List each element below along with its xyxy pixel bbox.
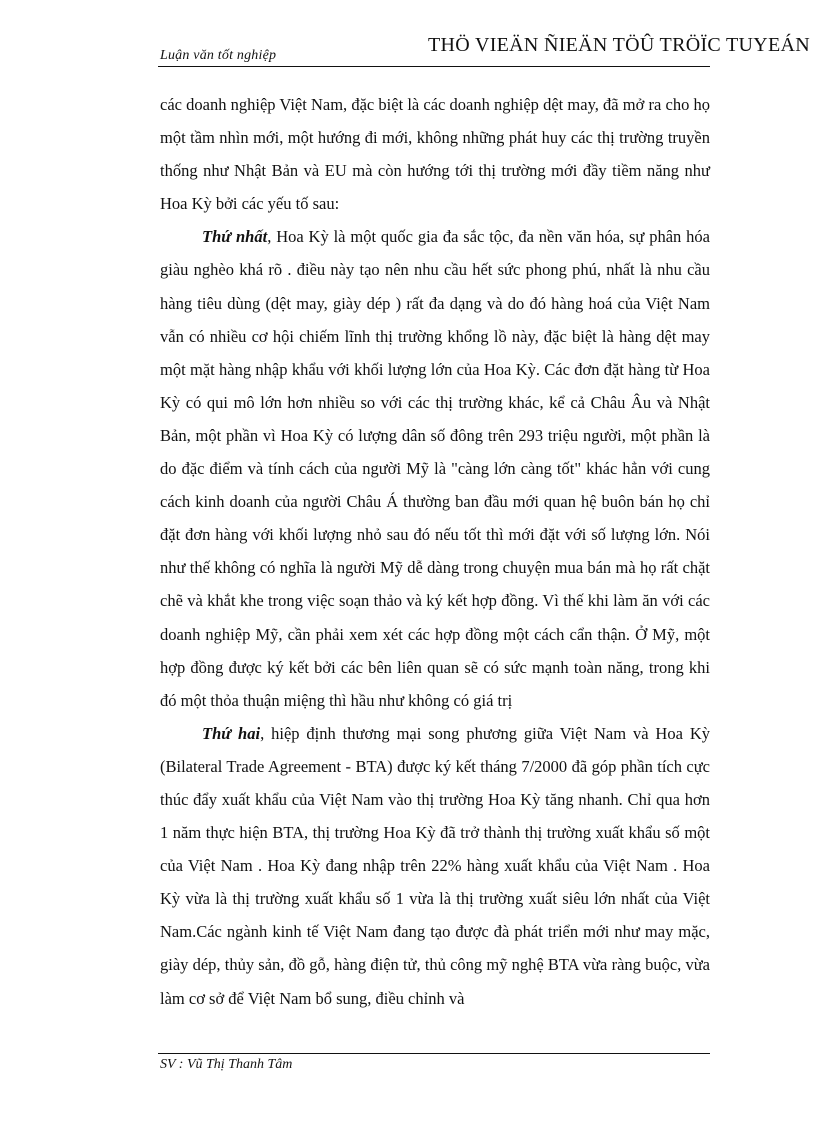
header-library-title: THÖ VIEÄN ÑIEÄN TÖÛ TRÖÏC TUYEÁN	[428, 34, 810, 56]
footer-divider	[158, 1053, 710, 1054]
paragraph-lead: Thứ hai	[202, 723, 261, 743]
document-body	[160, 88, 710, 1015]
paragraph-text: , hiệp định thương mại song phương giữa Việt Nam và Hoa Kỳ (Bilateral Trade Agreement - BTA) được ký kết tháng 7/2000 đã góp phần tích cực thúc đẩy xuất khẩu của Việt Nam vào thị trường Hoa Kỳ tăng nhanh. Chỉ qua hơn 1 năm thực hiện BTA, thị trường Hoa Kỳ đã trở thành thị trường xuất khẩu số một của Việt Nam . Hoa Kỳ đang nhập trên 22% hàng xuất khẩu của Việt Nam . Hoa Kỳ vừa là thị trường xuất khẩu số 1 vừa là thị trường xuất siêu lớn nhất của Việt Nam.Các ngành kinh tế Việt Nam đang tạo được đà phát triển mới như may mặc, giày dép, thủy sản, đồ gỗ, hàng điện tử, thủ công mỹ nghệ BTA vừa ràng buộc, vừa làm cơ sở để Việt Nam bổ sung, điều chỉnh và	[160, 723, 710, 1008]
paragraph-intro	[160, 88, 710, 220]
footer-student-name: SV : Vũ Thị Thanh Tâm	[160, 1057, 293, 1072]
paragraph-second-factor	[160, 717, 710, 1015]
paragraph-lead: Thứ nhất	[202, 227, 268, 247]
header-thesis-label: Luận văn tốt nghiệp	[160, 48, 277, 63]
paragraph-text: các doanh nghiệp Việt Nam, đặc biệt là các doanh nghiệp dệt may, đã mở ra cho họ một tầm nhìn mới, một hướng đi mới, không những phát huy các thị trường truyền thống như Nhật Bản và EU mà còn hướng tới thị trường mới đầy tiềm năng như Hoa Kỳ bởi các yếu tố sau:	[160, 95, 710, 214]
paragraph-first-factor	[160, 220, 710, 716]
paragraph-text: , Hoa Kỳ là một quốc gia đa sắc tộc, đa nền văn hóa, sự phân hóa giàu nghèo khá rõ . điều này tạo nên nhu cầu hết sức phong phú, nhất là nhu cầu hàng tiêu dùng (dệt may, giày dép ) rất đa dạng và do đó hàng hoá của Việt Nam vẫn có nhiều cơ hội chiếm lĩnh thị trường khổng lồ này, đặc biệt là hàng dệt may một mặt hàng nhập khẩu với khối lượng lớn của Hoa Kỳ. Các đơn đặt hàng từ Hoa Kỳ có qui mô lớn hơn nhiều so với các thị trường khác, kể cả Châu Âu và Nhật Bản, một phần vì Hoa Kỳ có lượng dân số đông trên 293 triệu người, một phần là do đặc điểm và tính cách của người Mỹ là "càng lớn càng tốt" khác hẳn với cung cách kinh doanh của người Châu Á thường ban đầu mới quan hệ buôn bán họ chỉ đặt đơn hàng với khối lượng nhỏ sau đó nếu tốt thì mới đặt với số lượng lớn. Nói như thế không có nghĩa là người Mỹ dễ dàng trong chuyện mua bán mà họ rất chặt chẽ và khắt khe trong việc soạn thảo và ký kết hợp đồng. Vì thế khi làm ăn với các doanh nghiệp Mỹ, cần phải xem xét các hợp đồng một cách cẩn thận. Ở Mỹ, một hợp đồng được ký kết bởi các bên liên quan sẽ có sức mạnh toàn năng, trong khi đó một thỏa thuận miệng thì hầu như không có giá trị	[160, 227, 710, 710]
header-divider	[158, 66, 710, 67]
